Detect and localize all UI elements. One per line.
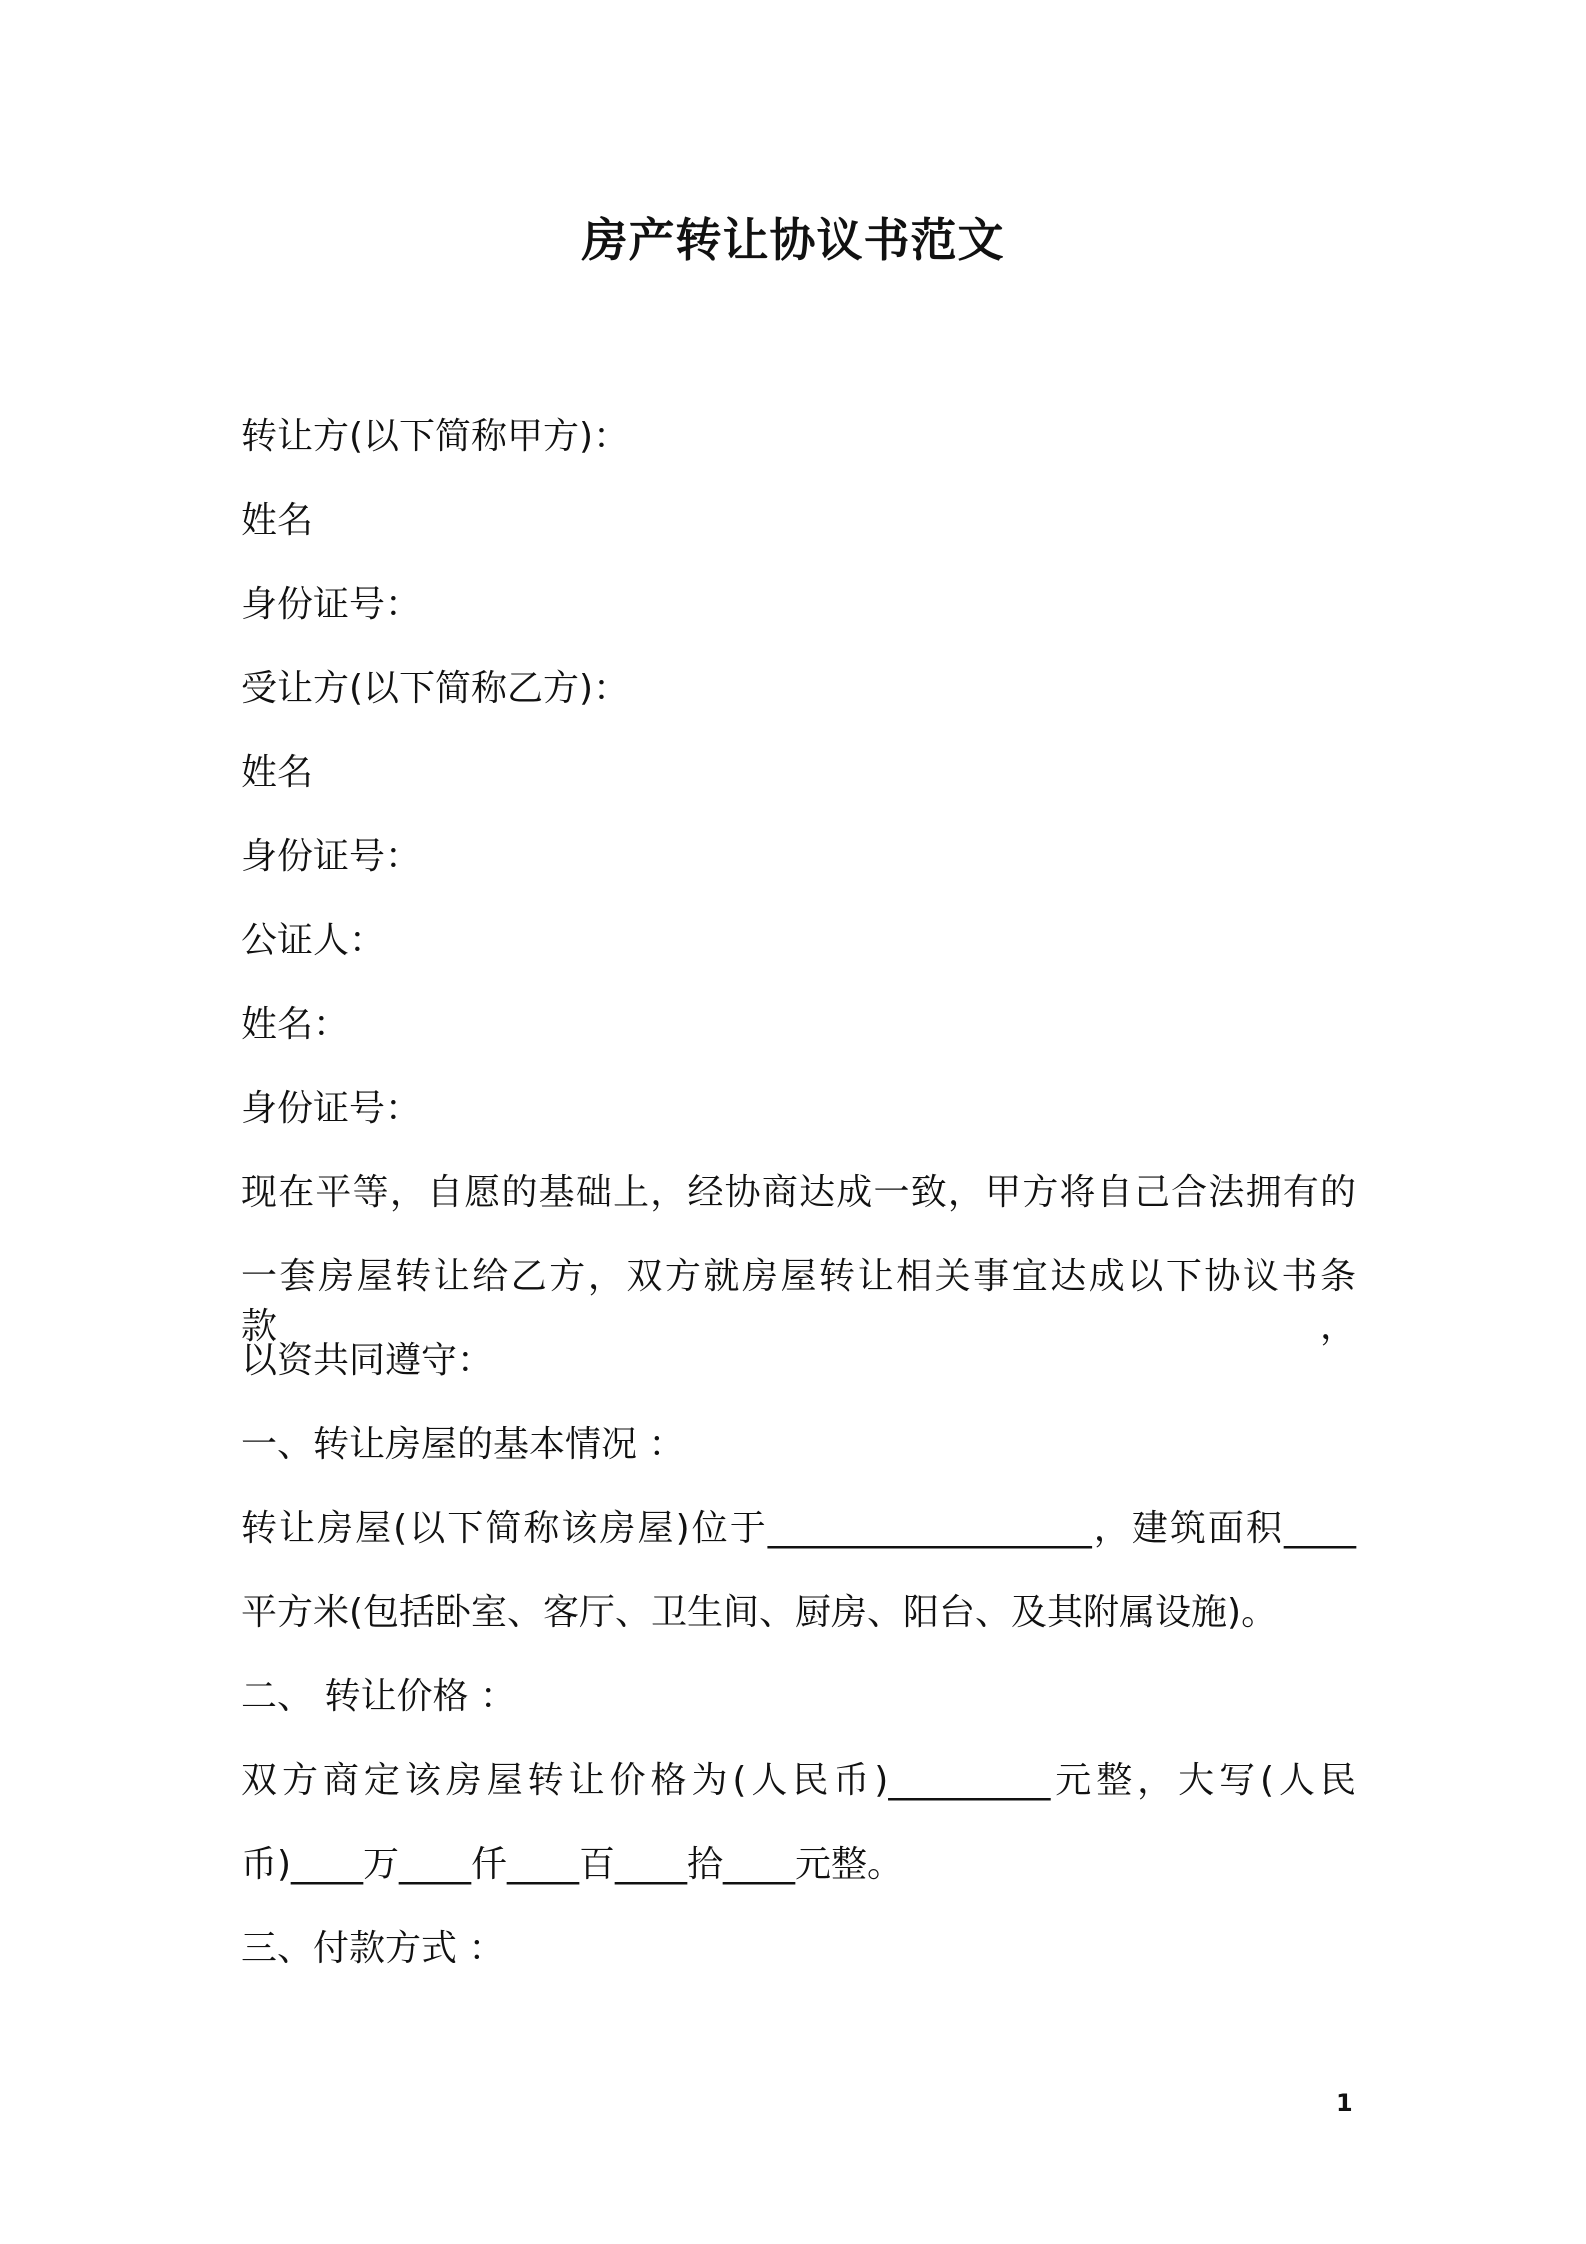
party-b-name-label: 姓名 — [241, 752, 314, 793]
page-number: 1 — [1336, 2089, 1353, 2117]
party-a-id-label: 身份证号： — [241, 584, 422, 625]
section-1-heading: 一、转让房屋的基本情况 ： — [241, 1424, 685, 1465]
notary-heading: 公证人： — [241, 920, 386, 961]
document-title: 房产转让协议书范文 — [581, 213, 1005, 267]
section-1-line-2: 平方米(包括卧室、客厅、卫生间、厨房、阳台、及其附属设施)。 — [241, 1592, 1278, 1633]
preamble-line-1: 现在平等，自愿的基础上，经协商达成一致，甲方将自己合法拥有的 — [241, 1172, 1356, 1213]
party-b-id-label: 身份证号： — [241, 836, 422, 877]
section-1-line-1: 转让房屋(以下简称该房屋)位于__________________，建筑面积____ — [241, 1508, 1356, 1549]
notary-name-label: 姓名： — [241, 1004, 350, 1045]
section-3-heading: 三、付款方式 ： — [241, 1928, 505, 1969]
section-2-line-1: 双方商定该房屋转让价格为(人民币)_________元整，大写(人民 — [241, 1760, 1356, 1801]
party-a-name-label: 姓名 — [241, 500, 314, 541]
party-b-heading: 受让方(以下简称乙方)： — [241, 668, 630, 709]
section-2-line-2: 币)____万____仟____百____拾____元整。 — [241, 1844, 904, 1885]
preamble-line-2: 一套房屋转让给乙方，双方就房屋转让相关事宜达成以下协议书条款， — [241, 1256, 1356, 1347]
party-a-heading: 转让方(以下简称甲方)： — [241, 416, 630, 457]
notary-id-label: 身份证号： — [241, 1088, 422, 1129]
preamble-line-3: 以资共同遵守： — [241, 1340, 494, 1381]
section-2-heading: 二、 转让价格 ： — [241, 1676, 516, 1717]
